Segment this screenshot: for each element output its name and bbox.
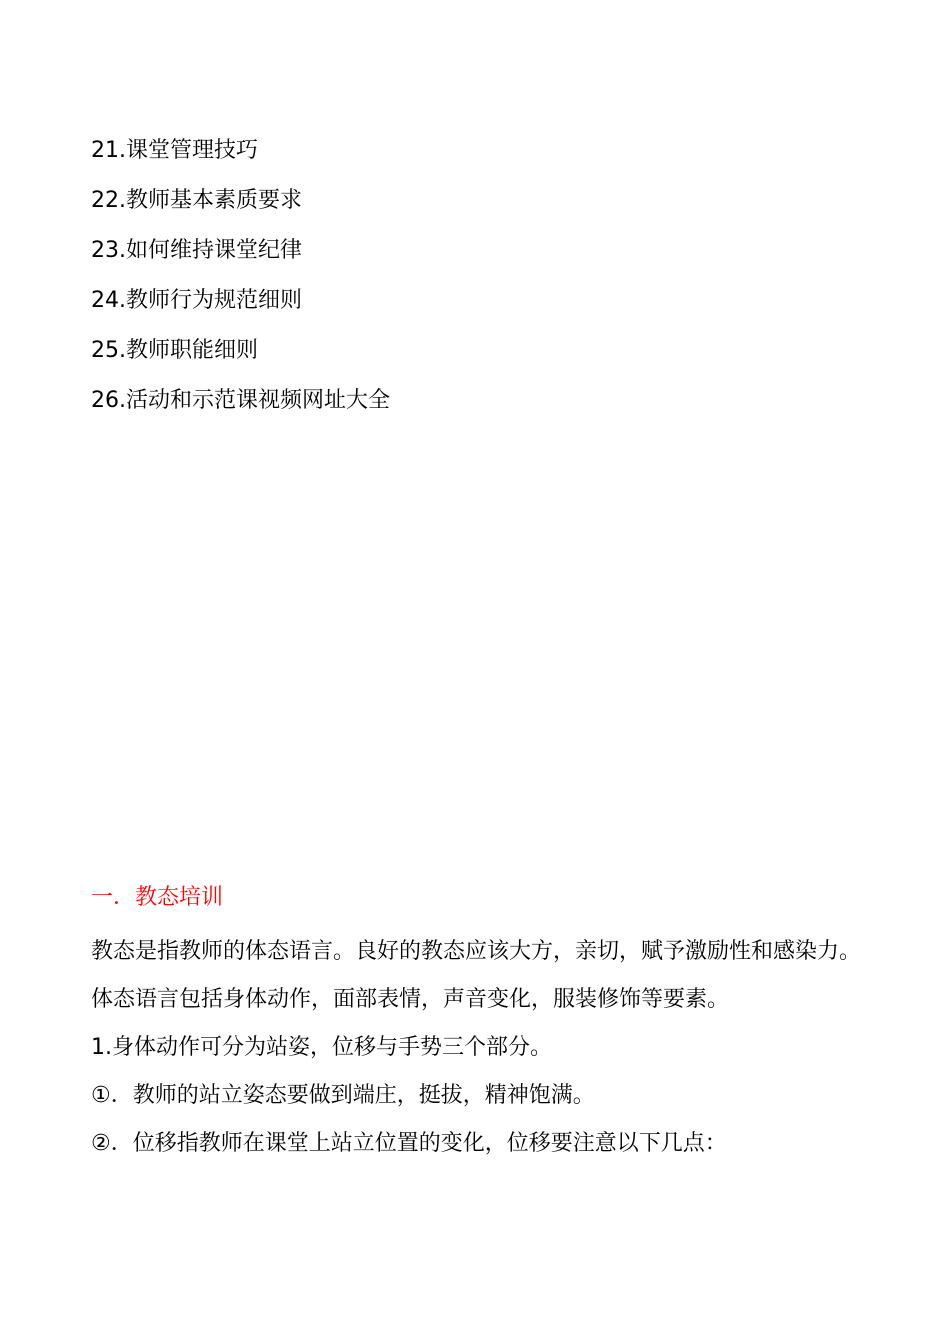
paragraph-standing-posture: ①．教师的站立姿态要做到端庄，挺拔，精神饱满。 bbox=[91, 1083, 595, 1108]
table-of-contents bbox=[91, 133, 390, 433]
section-title: 一．教态培训 bbox=[91, 885, 224, 910]
toc-item-23: 23.如何维持课堂纪律 bbox=[91, 238, 302, 263]
paragraph-body-movement: 1.身体动作可分为站姿，位移与手势三个部分。 bbox=[91, 1035, 552, 1060]
toc-item-22: 22.教师基本素质要求 bbox=[91, 188, 302, 213]
section-teaching-demeanor bbox=[91, 880, 871, 1168]
toc-item-24: 24.教师行为规范细则 bbox=[91, 288, 302, 313]
paragraph-definition: 教态是指教师的体态语言。良好的教态应该大方，亲切，赋予激励性和感染力。 bbox=[91, 939, 862, 964]
paragraph-elements: 体态语言包括身体动作，面部表情，声音变化，服装修饰等要素。 bbox=[91, 987, 730, 1012]
paragraph-position-change: ②．位移指教师在课堂上站立位置的变化，位移要注意以下几点： bbox=[91, 1131, 727, 1156]
toc-item-26: 26.活动和示范课视频网址大全 bbox=[91, 388, 390, 413]
toc-item-25: 25.教师职能细则 bbox=[91, 338, 258, 363]
toc-item-21: 21.课堂管理技巧 bbox=[91, 138, 258, 163]
